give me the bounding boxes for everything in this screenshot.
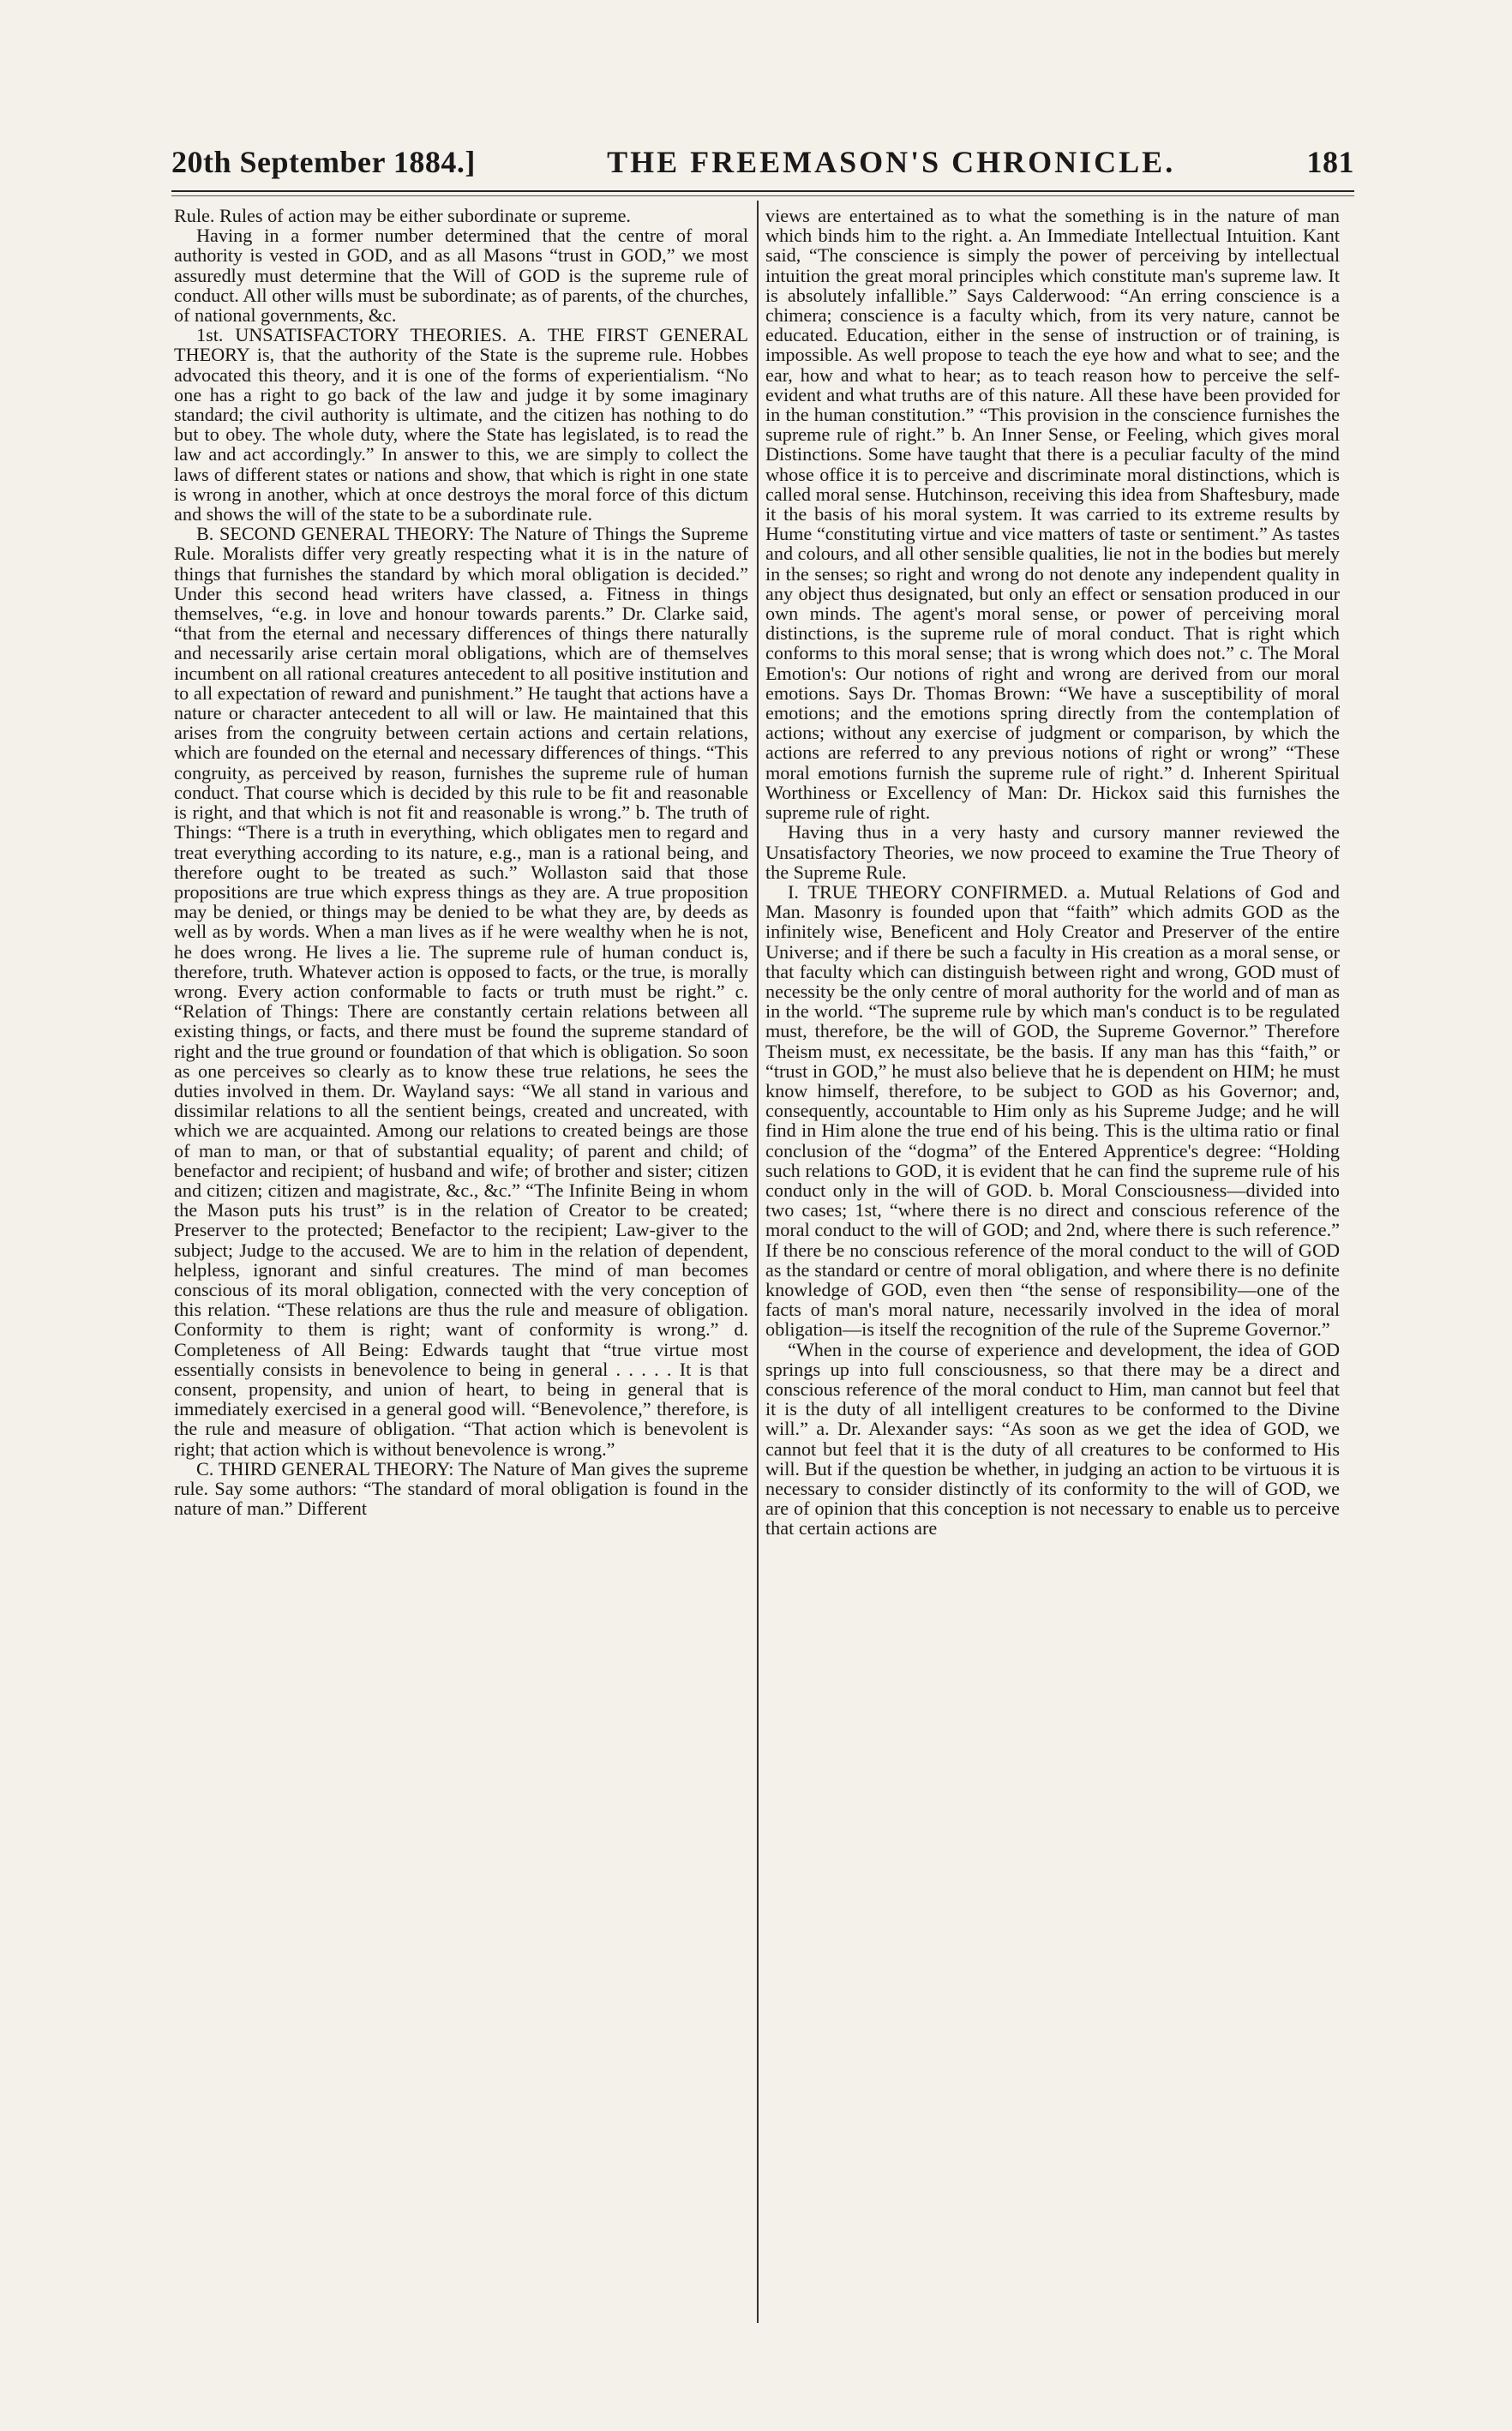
- left-paragraph-2: Having in a former number determined that the centre of moral authority is vested in GOD, and as all Masons “trust in GOD,” we most assuredly must determine that the Will of GOD is the supreme rule of conduct. All other wills must be subordinate; as of parents, of the churches, of national governments, &c.: [174, 225, 748, 327]
- left-paragraph-4: B. SECOND GENERAL THEORY: The Nature of Things the Supreme Rule. Moralists differ very greatly respecting what it is in the nature of things that furnishes the standard by which moral obligation is decided.” Under this second head writers have classed, a. Fitness in things themselves, “e.g. in love and honour towards parents.” Dr. Clarke said, “that from the eternal and necessary differences of things there naturally and necessarily arise certain moral obligations, which are of themselves incumbent on all rational creatures antecedent to all positive institution and to all expectation of reward and punishment.” He taught that actions have a nature or character antecedent to all will or law. He maintained that this arises from the congruity between certain actions and certain relations, which are founded on the eternal and necessary differences of things. “This congruity, as perceived by reason, furnishes the supreme rule of human conduct. That course which is decided by this rule to be fit and reasonable is right, and that which is not fit and reasonable is wrong.” b. The truth of Things: “There is a truth in everything, which obligates men to regard and treat everything according to its nature, e.g., man is a rational being, and therefore ought to be treated as such.” Wollaston said that those propositions are true which express things as they are. A true proposition may be denied, or things may be denied to be what they are, by deeds as well as by words. When a man lives as if he were wealthy when he is not, he does wrong. He lives a lie. The supreme rule of human conduct is, therefore, truth. Whatever action is opposed to facts, or the true, is morally wrong. Every action conformable to facts or truth must be right.” c. “Relation of Things: There are constantly certain relations between all existing things, or facts, and there must be found the supreme standard of right and the true ground or foundation of that which is obligation. So soon as one perceives so clearly as to know these true relations, he sees the duties involved in them. Dr. Wayland says: “We all stand in various and dissimilar relations to all the sentient beings, created and uncreated, with which we are acquainted. Among our relations to created beings are those of man to man, or that of substantial equality; of parent and child; of benefactor and recipient; of husband and wife; of brother and sister; citizen and citizen; citizen and magistrate, &c., &c.” “The Infinite Being in whom the Mason puts his trust” is in the relation of Creator to be created; Preserver to the protected; Benefactor to the recipient; Law-giver to the subject; Judge to the accused. We are to him in the relation of dependent, helpless, ignorant and sinful creatures. The mind of man becomes conscious of its moral obligation, connected with the very conception of this relation. “These relations are thus the rule and measure of obligation. Conformity to them is right; want of conformity is wrong.” d. Completeness of All Being: Edwards taught that “true virtue most essentially consists in benevolence to being in general . . . . . It is that consent, propensity, and union of heart, to being in general that is immediately exercised in a general good will. “Benevolence,” therefore, is the rule and measure of obligation. “That action which is benevolent is right; that action which is without benevolence is wrong.”: [174, 523, 748, 1460]
- right-paragraph-1: views are entertained as to what the something is in the nature of man which binds him to the right. a. An Immediate Intellectual Intuition. Kant said, “The conscience is simply the power of perceiving by intellectual intuition the great moral principles which constitute man's supreme law. It is absolutely infallible.” Says Calderwood: “An erring conscience is a chimera; conscience is a faculty which, from its very nature, cannot be educated. Education, either in the sense of instruction or of training, is impossible. As well propose to teach the eye how and what to see; and the ear, how and what to hear; as to teach reason how to perceive the self-evident and what truths are of this nature. All these have been provided for in the human constitution.” “This provision in the conscience furnishes the supreme rule of right.” b. An Inner Sense, or Feeling, which gives moral Distinctions. Some have taught that there is a peculiar faculty of the mind whose office it is to perceive and discriminate moral distinctions, which is called moral sense. Hutchinson, receiving this idea from Shaftesbury, made it the basis of his moral system. It was carried to its extreme results by Hume “constituting virtue and vice matters of taste or sentiment.” As tastes and colours, and all other sensible qualities, lie not in the bodies but merely in the senses; so right and wrong do not denote any independent quality in any object thus designated, but only an effect or sensation produced in our own minds. The agent's moral sense, or power of perceiving moral distinctions, is the supreme rule of moral conduct. That is right which conforms to this moral sense; that is wrong which does not.” c. The Moral Emotion's: Our notions of right and wrong are derived from our moral emotions. Says Dr. Thomas Brown: “We have a susceptibility of moral emotions; and the emotions spring directly from the contemplation of actions; without any exercise of judgment or comparison, by which the actions are referred to any previous notions of right or wrong” “These moral emotions furnish the supreme rule of right.” d. Inherent Spiritual Worthiness or Excellency of Man: Dr. Hickox said this furnishes the supreme rule of right.: [765, 206, 1340, 824]
- left-paragraph-3: 1st. UNSATISFACTORY THEORIES. A. THE FIRST GENERAL THEORY is, that the authority of the State is the supreme rule. Hobbes advocated this theory, and it is one of the forms of experientialism. “No one has a right to go back of the law and judge it by some imaginary standard; the civil authority is ultimate, and the citizen has nothing to do but to obey. The whole duty, where the State has legislated, is to read the law and act accordingly.” In answer to this, we are simply to collect the laws of different states or nations and show, that which is right in one state is wrong in another, which at once destroys the moral force of this dictum and shows the will of the state to be a subordinate rule.: [174, 324, 748, 525]
- header-date: 20th September 1884.]: [171, 145, 476, 179]
- right-paragraph-4: “When in the course of experience and development, the idea of GOD springs up into full consciousness, so that there may be a direct and conscious reference of the moral conduct to Him, man cannot but feel that it is the duty of all intelligent creatures to be conformed to the Divine will.” a. Dr. Alexander says: “As soon as we get the idea of GOD, we cannot but feel that it is the duty of all creatures to be conformed to His will. But if the question be whether, in judging an action to be virtuous it is necessary to consider distinctly of its conformity to the will of GOD, we are of opinion that this conception is not necessary to enable us to perceive that certain actions are: [765, 1338, 1340, 1540]
- page-header: [171, 144, 1354, 185]
- right-paragraph-3: I. TRUE THEORY CONFIRMED. a. Mutual Relations of God and Man. Masonry is founded upon that “faith” which admits GOD as the infinitely wise, Beneficent and Holy Creator and Preserver of the entire Universe; and if there be such a faculty in His creation as a moral sense, or that faculty which can distinguish between right and wrong, GOD must of necessity be the only centre of moral authority for the world and of man as in the world. “The supreme rule by which man's conduct is to be regulated must, therefore, be the will of GOD, the Supreme Governor.” Therefore Theism must, ex necessitate, be the basis. If any man has this “faith,” or “trust in GOD,” he must also believe that he is dependent on HIM; he must know himself, therefore, to be subject to GOD as his Governor; and, consequently, accountable to Him only as his Supreme Judge; and he will find in Him alone the true end of his being. This is the ultima ratio or final conclusion of the “dogma” of the Entered Apprentice's degree: “Holding such relations to GOD, it is evident that he can find the supreme rule of his conduct only in the will of GOD. b. Moral Consciousness—divided into two cases; 1st, “where there is no direct and conscious reference of the moral conduct to the will of GOD; and 2nd, where there is such reference.” If there be no conscious reference of the moral conduct to the will of GOD as the standard or centre of moral obligation, and where there is no definite knowledge of GOD, even then “the sense of responsibility—one of the facts of man's moral nature, necessarily involved in the idea of moral obligation—is itself the recognition of the rule of the Supreme Governor.”: [765, 880, 1340, 1341]
- left-paragraph-5: C. THIRD GENERAL THEORY: The Nature of Man gives the supreme rule. Say some authors: “The standard of moral obligation is found in the nature of man.” Different: [174, 1457, 748, 1520]
- page-number: 181: [1306, 145, 1354, 179]
- left-paragraph-1: Rule. Rules of action may be either subordinate or supreme.: [174, 206, 631, 226]
- header-rule: [171, 190, 1354, 192]
- column-divider: [757, 201, 759, 2323]
- publication-title: THE FREEMASON'S CHRONICLE.: [607, 145, 1176, 179]
- header-rule-thin: [171, 195, 1354, 196]
- left-column: [174, 206, 748, 2323]
- right-paragraph-2: Having thus in a very hasty and cursory manner reviewed the Unsatisfactory Theories, we now proceed to examine the True Theory of the Supreme Rule.: [765, 821, 1340, 883]
- right-column: [765, 206, 1340, 2323]
